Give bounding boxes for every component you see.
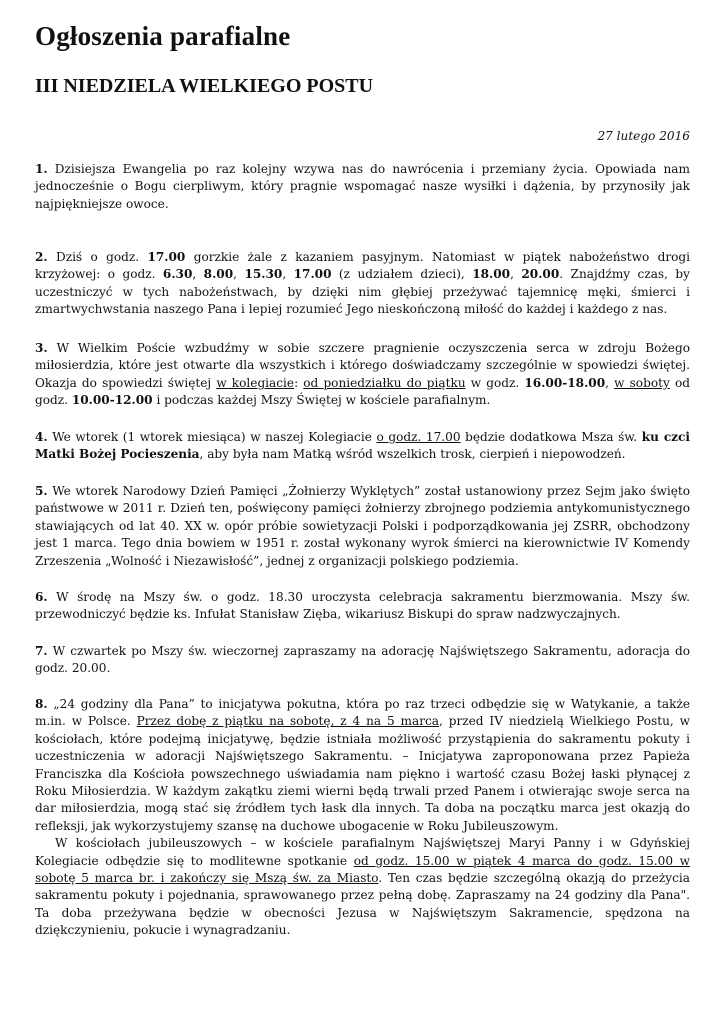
- item-text: (z udziałem dzieci),: [331, 267, 473, 282]
- item-text: i podczas każdej Mszy Świętej w kościele parafialnym.: [152, 393, 491, 408]
- item-text: ,: [192, 267, 204, 282]
- item-number: 5.: [35, 484, 48, 498]
- announcement-item-6: [35, 589, 690, 624]
- item-text: . Ten czas będzie szczególną okazją do przeżycia sakramentu pokuty i pojednania, sprawowanego przez pełną dobę. Zapraszamy na 24 godziny dla Pana". Ta doba przeżywana będzie w obecności Jezusa w Najświętszym Sakramencie, spędzona na dziękczynieniu, pokucie i wynagradzaniu.: [35, 871, 690, 938]
- item-text: „24 godziny dla Pana” to inicjatywa pokutna, która po raz trzeci odbędzie się w Watykanie, a także m.in. w Polsce.: [35, 697, 690, 729]
- time-emphasis: 17.00: [147, 250, 186, 264]
- page-subtitle: III NIEDZIELA WIELKIEGO POSTU: [35, 75, 374, 97]
- item-number: 1.: [35, 162, 48, 176]
- underlined-text: Przez dobę z piątku na sobotę, z 4 na 5 marca: [136, 714, 440, 729]
- time-emphasis: 8.00: [203, 267, 234, 282]
- underlined-text: o godz. 17.00: [376, 430, 461, 444]
- announcement-item-8: [35, 696, 690, 940]
- item-text: ,: [282, 267, 294, 282]
- item-text: w godz.: [465, 375, 525, 390]
- time-emphasis: 17.00: [293, 267, 332, 282]
- item-text: . Znajdźmy czas, by uczestniczyć w tych nabożeństwach, by dzięki nim głębiej przeżywać tajemnicę męki, śmierci i zmartwychwstania naszego Pana i lepiej rozumieć Jego nieskończoną miłość do każdej i każdego z nas.: [35, 267, 690, 317]
- announcement-item-3: [35, 340, 690, 410]
- underlined-text: od godz. 15.00 w piątek 4 marca do godz. 15.00 w sobotę 5 marca br. i zakończy się Mszą św. za Miasto: [35, 853, 690, 886]
- item-text: W środę na Mszy św. o godz. 18.30 uroczysta celebracja sakramentu bierzmowania. Mszy św. przewodniczyć będzie ks. Infułat Stanisław Zięba, wikariusz Biskupi do spraw nadzwyczajnych.: [35, 590, 690, 622]
- announcement-item-7: [35, 643, 690, 678]
- item-text: W kościołach jubileuszowych – w kościele parafialnym Najświętszej Maryi Panny i w Gdyńskiej Kolegiacie odbędzie się to modlitewne spotkanie: [35, 836, 690, 868]
- item-text: ,: [605, 375, 615, 390]
- bold-text: ku czci Matki Bożej Pocieszenia: [35, 430, 691, 462]
- item-text: ,: [510, 267, 522, 282]
- announcement-item-5: [35, 483, 690, 570]
- announcement-item-1: [35, 161, 690, 213]
- time-emphasis: 20.00: [521, 267, 560, 282]
- time-emphasis: 18.00: [472, 267, 511, 282]
- item-number: 6.: [35, 590, 48, 604]
- item-number: 2.: [35, 250, 48, 264]
- time-emphasis: 10.00-12.00: [71, 393, 153, 408]
- page-title: Ogłoszenia parafialne: [35, 21, 291, 51]
- announcement-item-2: [35, 249, 690, 319]
- item-text: :: [294, 375, 304, 390]
- item-number: 4.: [35, 430, 48, 444]
- item-text: będzie dodatkowa Msza św.: [460, 430, 642, 444]
- item-text: We wtorek Narodowy Dzień Pamięci „Żołnierzy Wyklętych” został ustanowiony przez Sejm jako święto państwowe w 2011 r. Dzień ten, poświęcony pamięci żołnierzy zbrojnego podziemia antykomunistycznego stawiających od lat 40. XX w. opór próbie sowietyzacji Polski i podporządkowania jej ZSRR, obchodzony jest 1 marca. Tego dnia bowiem w 1951 r. został wykonany wyrok śmierci na kierownictwie IV Komendy Zrzeszenia „Wolność i Niezawisłość”, jednej z organizacji polskiego podziemia.: [35, 484, 690, 568]
- item-text: od godz.: [35, 375, 690, 408]
- item-number: 7.: [35, 644, 48, 658]
- item-text: Dziś o godz.: [47, 250, 148, 264]
- item-text: We wtorek (1 wtorek miesiąca) w naszej Kolegiacie: [47, 430, 377, 444]
- underlined-text: w soboty: [614, 375, 670, 390]
- underlined-text: od poniedziałku do piątku: [303, 375, 466, 390]
- time-emphasis: 15.30: [244, 267, 283, 282]
- item-text: Dzisiejsza Ewangelia po raz kolejny wzywa nas do nawrócenia i przemiany życia. Opowiada nam jednocześnie o Bogu cierpliwym, który pragnie wspomagać nasze wysiłki i dążenia, by przynosiły jak najpiękniejsze owoce.: [35, 162, 690, 211]
- item-text: W Wielkim Poście wzbudźmy w sobie szczere pragnienie oczyszczenia serca w zdroju Bożego miłosierdzia, które jest otwarte dla wszystkich i którego doświadczamy szczególnie w spowiedzi świętej. Okazja do spowiedzi świętej: [35, 341, 690, 390]
- item-number: 3.: [35, 341, 48, 355]
- item-number: 8.: [35, 697, 48, 711]
- underlined-text: w kolegiacie: [216, 375, 295, 390]
- date-label: 27 lutego 2016: [597, 129, 690, 143]
- item-text: , przed IV niedzielą Wielkiego Postu, w kościołach, które podejmą inicjatywę, będzie istniała możliwość przystąpienia do sakramentu pokuty i uczestniczenia w adoracji Najświętszego Sakramentu. – Inicjatywa zaproponowana przez Papieża Franciszka dla Kościoła powszechnego uświadamia nam piękno i wartość czasu Bożej łaski płynącej z Roku Miłosierdzia. W każdym zakątku ziemi wierni będą trwali przed Panem i otwierając swoje serca na dar miłosierdzia, mogą stać się źródłem tych łask dla innych. Ta doba na początku marca jest okazją do refleksji, jak wykorzystujemy szansę na duchowe ubogacenie w Roku Jubileuszowym.: [35, 714, 690, 833]
- announcement-item-4: [35, 429, 690, 464]
- time-emphasis: 6.30: [162, 267, 193, 282]
- item-text: gorzkie żale z kazaniem pasyjnym. Natomiast w piątek nabożeństwo drogi krzyżowej: o godz.: [35, 250, 690, 282]
- item-text: ,: [233, 267, 245, 282]
- item-text: , aby była nam Matką wśród wszelkich trosk, cierpień i niepowodzeń.: [199, 447, 626, 462]
- item-text: W czwartek po Mszy św. wieczornej zapraszamy na adorację Najświętszego Sakramentu, adoracja do godz. 20.00.: [35, 644, 690, 676]
- time-emphasis: 16.00-18.00: [524, 375, 606, 390]
